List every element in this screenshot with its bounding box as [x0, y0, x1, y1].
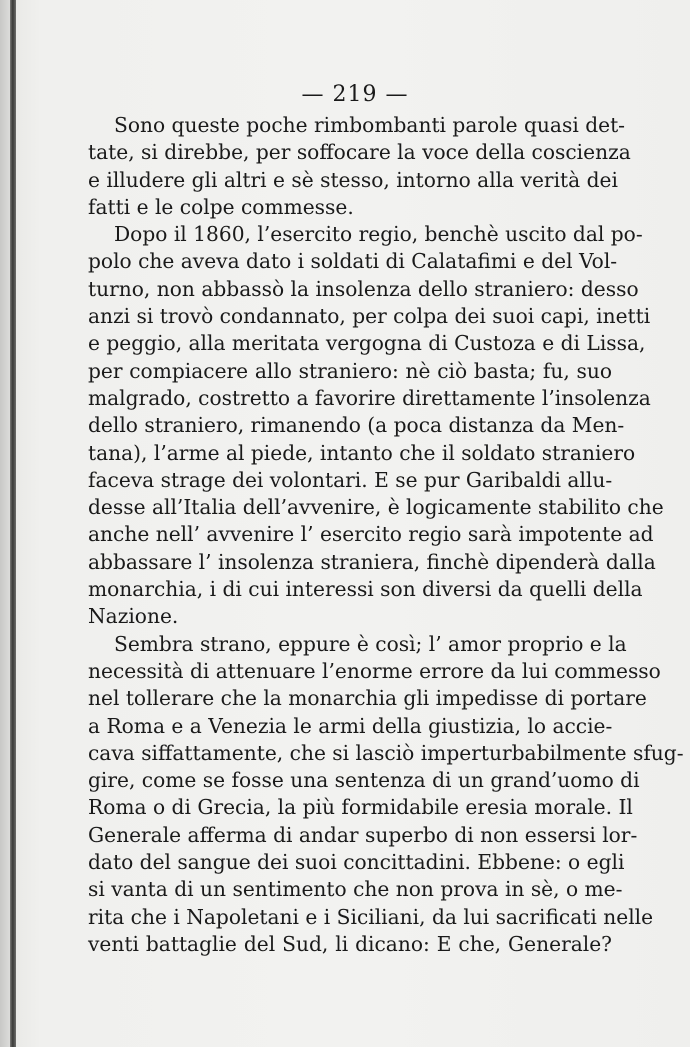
- text-line: necessità di attenuare l’enorme errore da lui commesso: [88, 658, 661, 683]
- text-line: Generale afferma di andar superbo di non essersi lor-: [88, 822, 638, 847]
- text-line: venti battaglie del Sud, li dicano: E che, Generale?: [88, 931, 612, 956]
- text-line: gire, come se fosse una sentenza di un grand’uomo di: [88, 768, 640, 793]
- text-line: a Roma e a Venezia le armi della giustizia, lo accie-: [88, 713, 613, 738]
- text-line: anzi si trovò condannato, per colpa dei suoi capi, inetti: [88, 304, 651, 329]
- text-line: cava siffattamente, che si lasciò imperturbabilmente sfug-: [88, 740, 684, 765]
- binding-edge: [10, 0, 16, 1047]
- text-line: anche nell’ avvenire l’ esercito regio sarà impotente ad: [88, 522, 654, 547]
- text-line: turno, non abbassò la insolenza dello straniero: desso: [88, 276, 639, 301]
- text-line: si vanta di un sentimento che non prova in sè, o me-: [88, 877, 623, 902]
- text-line: monarchia, i di cui interessi son diversi da quelli della: [88, 577, 643, 602]
- text-line: rita che i Napoletani e i Siciliani, da lui sacrificati nelle: [88, 904, 654, 929]
- text-line: faceva strage dei volontari. E se pur Garibaldi allu-: [88, 467, 613, 492]
- text-line: desse all’Italia dell’avvenire, è logicamente stabilito che: [88, 495, 664, 520]
- text-line: per compiacere allo straniero: nè ciò basta; fu, suo: [88, 358, 612, 383]
- text-line: Sembra strano, eppure è così; l’ amor proprio e la: [114, 631, 627, 656]
- text-line: nel tollerare che la monarchia gli impedisse di portare: [88, 686, 647, 711]
- text-line: dello straniero, rimanendo (a poca distanza da Men-: [88, 413, 625, 438]
- text-line: e peggio, alla meritata vergogna di Custoza e di Lissa,: [88, 331, 646, 356]
- text-line: abbassare l’ insolenza straniera, finchè dipenderà dalla: [88, 549, 656, 574]
- body-text: [88, 112, 684, 958]
- text-line: Sono queste poche rimbombanti parole quasi det-: [114, 113, 626, 137]
- text-line: fatti e le colpe commesse.: [88, 194, 354, 219]
- text-line: tate, si direbbe, per soffocare la voce della coscienza: [88, 140, 631, 165]
- text-line: e illudere gli altri e sè stesso, intorno alla verità dei: [88, 167, 618, 192]
- binding-shadow: [0, 0, 10, 1047]
- page-number: — 219 —: [301, 82, 409, 107]
- text-line: malgrado, costretto a favorire direttamente l’insolenza: [88, 385, 651, 410]
- text-line: Roma o di Grecia, la più formidabile eresia morale. Il: [88, 795, 633, 820]
- text-line: Nazione.: [88, 604, 179, 629]
- text-line: tana), l’arme al piede, intanto che il soldato straniero: [88, 440, 636, 465]
- text-line: dato del sangue dei suoi concittadini. Ebbene: o egli: [88, 850, 625, 875]
- text-line: polo che aveva dato i soldati di Calatafimi e del Vol-: [88, 249, 618, 274]
- text-line: Dopo il 1860, l’esercito regio, benchè uscito dal po-: [114, 222, 643, 247]
